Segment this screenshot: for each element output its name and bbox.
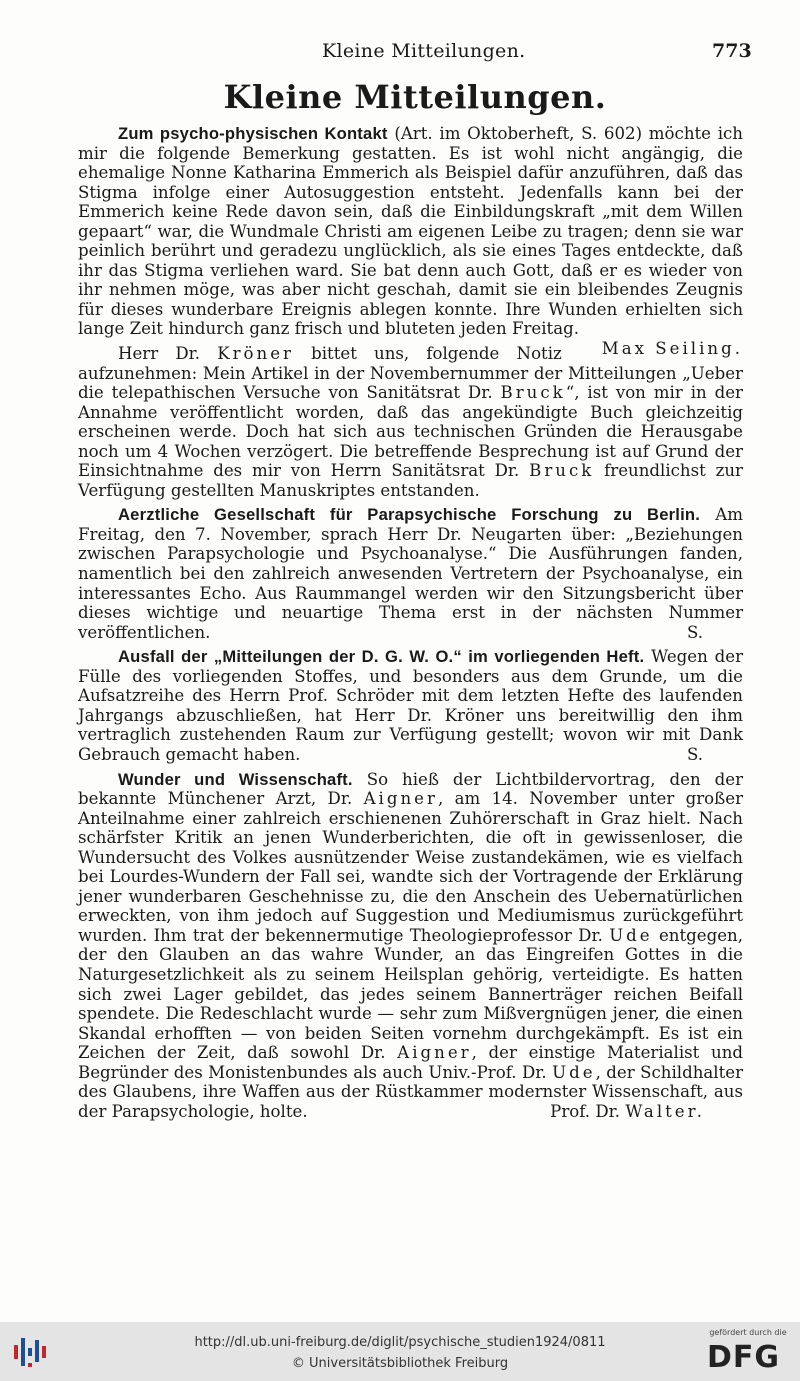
signature-prefix: Prof. Dr.	[550, 1101, 626, 1121]
article-text: Am Freitag, den 7. November, sprach Herr Dr. Neugarten über: „Beziehungen zwischen Parapsychologie und Psychoanalyse.“ Die Ausführungen fanden, namentlich bei den zahlreich anwesenden Vertretern der Psychoanalyse, ein interessantes Echo. Aus Raummangel werden wir den Sitzungsbericht über dieses wichtige und neuartige Thema erst in der nächsten Nummer veröffentlichen.	[78, 505, 743, 642]
author-name: Ude	[552, 1062, 596, 1082]
author-name: Ude	[609, 925, 653, 945]
article-omission-notice	[78, 647, 743, 764]
page-number: 773	[712, 40, 752, 62]
article-medical-society	[78, 505, 743, 642]
article-heading: Wunder und Wissenschaft.	[118, 769, 353, 789]
article-text: bittet uns, folgende Notiz aufzunehmen: Mein Artikel in der Novembernummer der Mitteilungen „Ueber die telepathischen Versuche von Sanitätsrat Dr.	[78, 344, 743, 403]
author-name: Bruck	[500, 383, 566, 403]
article-text: , der Schildhalter des Glaubens, ihre Waffen aus der Rüstkammer modernster Wissenschaft, aus der Parapsychologie, holte.	[78, 1062, 744, 1121]
document-url-link[interactable]: http://dl.ub.uni-freiburg.de/diglit/psychische_studien1924/0811	[194, 1335, 606, 1350]
article-heading: Aerztliche Gesellschaft für Parapsychische Forschung zu Berlin.	[118, 505, 701, 525]
author-name: Kröner	[217, 344, 294, 364]
page-title: Kleine Mitteilungen.	[223, 78, 607, 116]
author-name: Aigner	[397, 1043, 472, 1063]
dfg-logo: DFG	[707, 1340, 781, 1375]
article-heading: Zum psycho-physischen Kontakt	[118, 124, 388, 143]
article-miracle-and-science	[78, 770, 743, 1122]
article-text: (Art. im Oktoberheft, S. 602) möchte ich mir die folgende Bemerkung gestatten. Es ist wohl nicht angängig, die ehemalige Nonne Katharina Emmerich als Beispiel dafür anzuführen, daß das Stigma infolge einer Autosuggestion entsteht. Jedenfalls kann bei der Emmerich keine Rede davon sein, daß die Einbildungskraft „mit dem Willen gepaart“ war, die Wundmale Christi am eigenen Leibe zu tragen; denn sie war peinlich berührt und geradezu unglücklich, als sie eines Tages entdeckte, daß ihr das Stigma verliehen ward. Sie bat denn auch Gott, daß er es wieder von ihr nehmen möge, was aber nicht geschah, damit sie ein bleibendes Zeugnis für dieses wunderbare Ereignis ablegen konnte. Ihre Wunden erhielten sich lange Zeit hindurch ganz frisch und bluteten jeden Freitag.	[78, 124, 743, 339]
article-body	[78, 124, 743, 1121]
article-signature: S.	[686, 744, 703, 764]
article-signature: S.	[686, 622, 703, 642]
article-text: Herr Dr.	[118, 344, 218, 364]
funding-note: gefördert durch die	[709, 1328, 787, 1337]
article-heading: Ausfall der „Mitteilungen der D. G. W. O.“ im vorliegenden Heft.	[118, 647, 645, 667]
article-text: freundlichst zur Verfügung gestellten Manuskriptes entstanden.	[78, 461, 743, 500]
signature-name: Walter.	[625, 1101, 705, 1121]
article-text: entgegen, der den Glauben an das wahre Wunder, an das Eingreifen Gottes in die Naturgesetzlichkeit als zu seinem Heilsplan gehörig, verteidigte. Es hatten sich zwei Lager gebildet, das jedes seinem Bannerträger reichen Beifall spendete. Die Redeschlacht wurde — sehr zum Mißvergnügen jener, die einen Skandal erhofften — von beiden Seiten vornehm durchgekämpft. Es ist ein Zeichen der Zeit, daß sowohl Dr.	[78, 925, 743, 1063]
article-text: , der einstige Materialist und Begründer des Monistenbundes als auch Univ.-Prof. Dr.	[78, 1043, 744, 1082]
article-text: , am 14. November unter großer Anteilnahme einer zahlreich erschienenen Zuhörerschaft in Graz hielt. Nach schärfster Kritik an jenen Wunderberichten, die oft in gewissenloser, die Wundersucht des Volkes ausnützender Weise zustandekämen, wie es vielfach bei Lourdes-Wundern der Fall sei, wandte sich der Vortragende der Erklärung jener wunderbaren Geschehnisse zu, die den Anschein des Uebernatürlichen erweckten, von ihm jedoch auf Suggestion und Mediumismus zurückgeführt wurden. Ihm trat der bekennermutige Theologieprofessor Dr.	[78, 789, 744, 945]
article-text: So hieß der Lichtbildervortrag, den der bekannte Münchener Arzt, Dr.	[78, 769, 743, 809]
running-head	[0, 40, 800, 64]
running-head-title: Kleine Mitteilungen.	[322, 40, 526, 62]
article-signature	[510, 1102, 705, 1122]
author-name: Bruck	[529, 461, 595, 481]
author-name: Aigner	[363, 789, 438, 809]
viewer-footer	[0, 1322, 800, 1381]
article-text: Wegen der Fülle des vorliegenden Stoffes, und besonders aus dem Grunde, um die Aufsatzreihe des Herrn Prof. Schröder mit dem letzten Hefte des laufenden Jahrgangs abzuschließen, hat Herr Dr. Kröner uns bereitwillig den ihm vertraglich zustehenden Raum zur Verfügung gestellt; wovon wir mit Dank Gebrauch gemacht haben.	[78, 647, 743, 764]
article-text: “, ist von mir in der Annahme veröffentlicht worden, daß das angekündigte Buch gleichzeitig erscheinen werde. Doch hat sich aus technischen Gründen die Herausgabe noch um 4 Wochen verzögert. Die betreffende Besprechung ist auf Grund der Einsichtnahme des mir von Herrn Sanitätsrat Dr.	[78, 383, 743, 481]
copyright-notice: © Universitätsbibliothek Freiburg	[291, 1356, 509, 1371]
article-signature: Max Seiling.	[601, 339, 743, 359]
article-kroener-note	[78, 344, 743, 500]
